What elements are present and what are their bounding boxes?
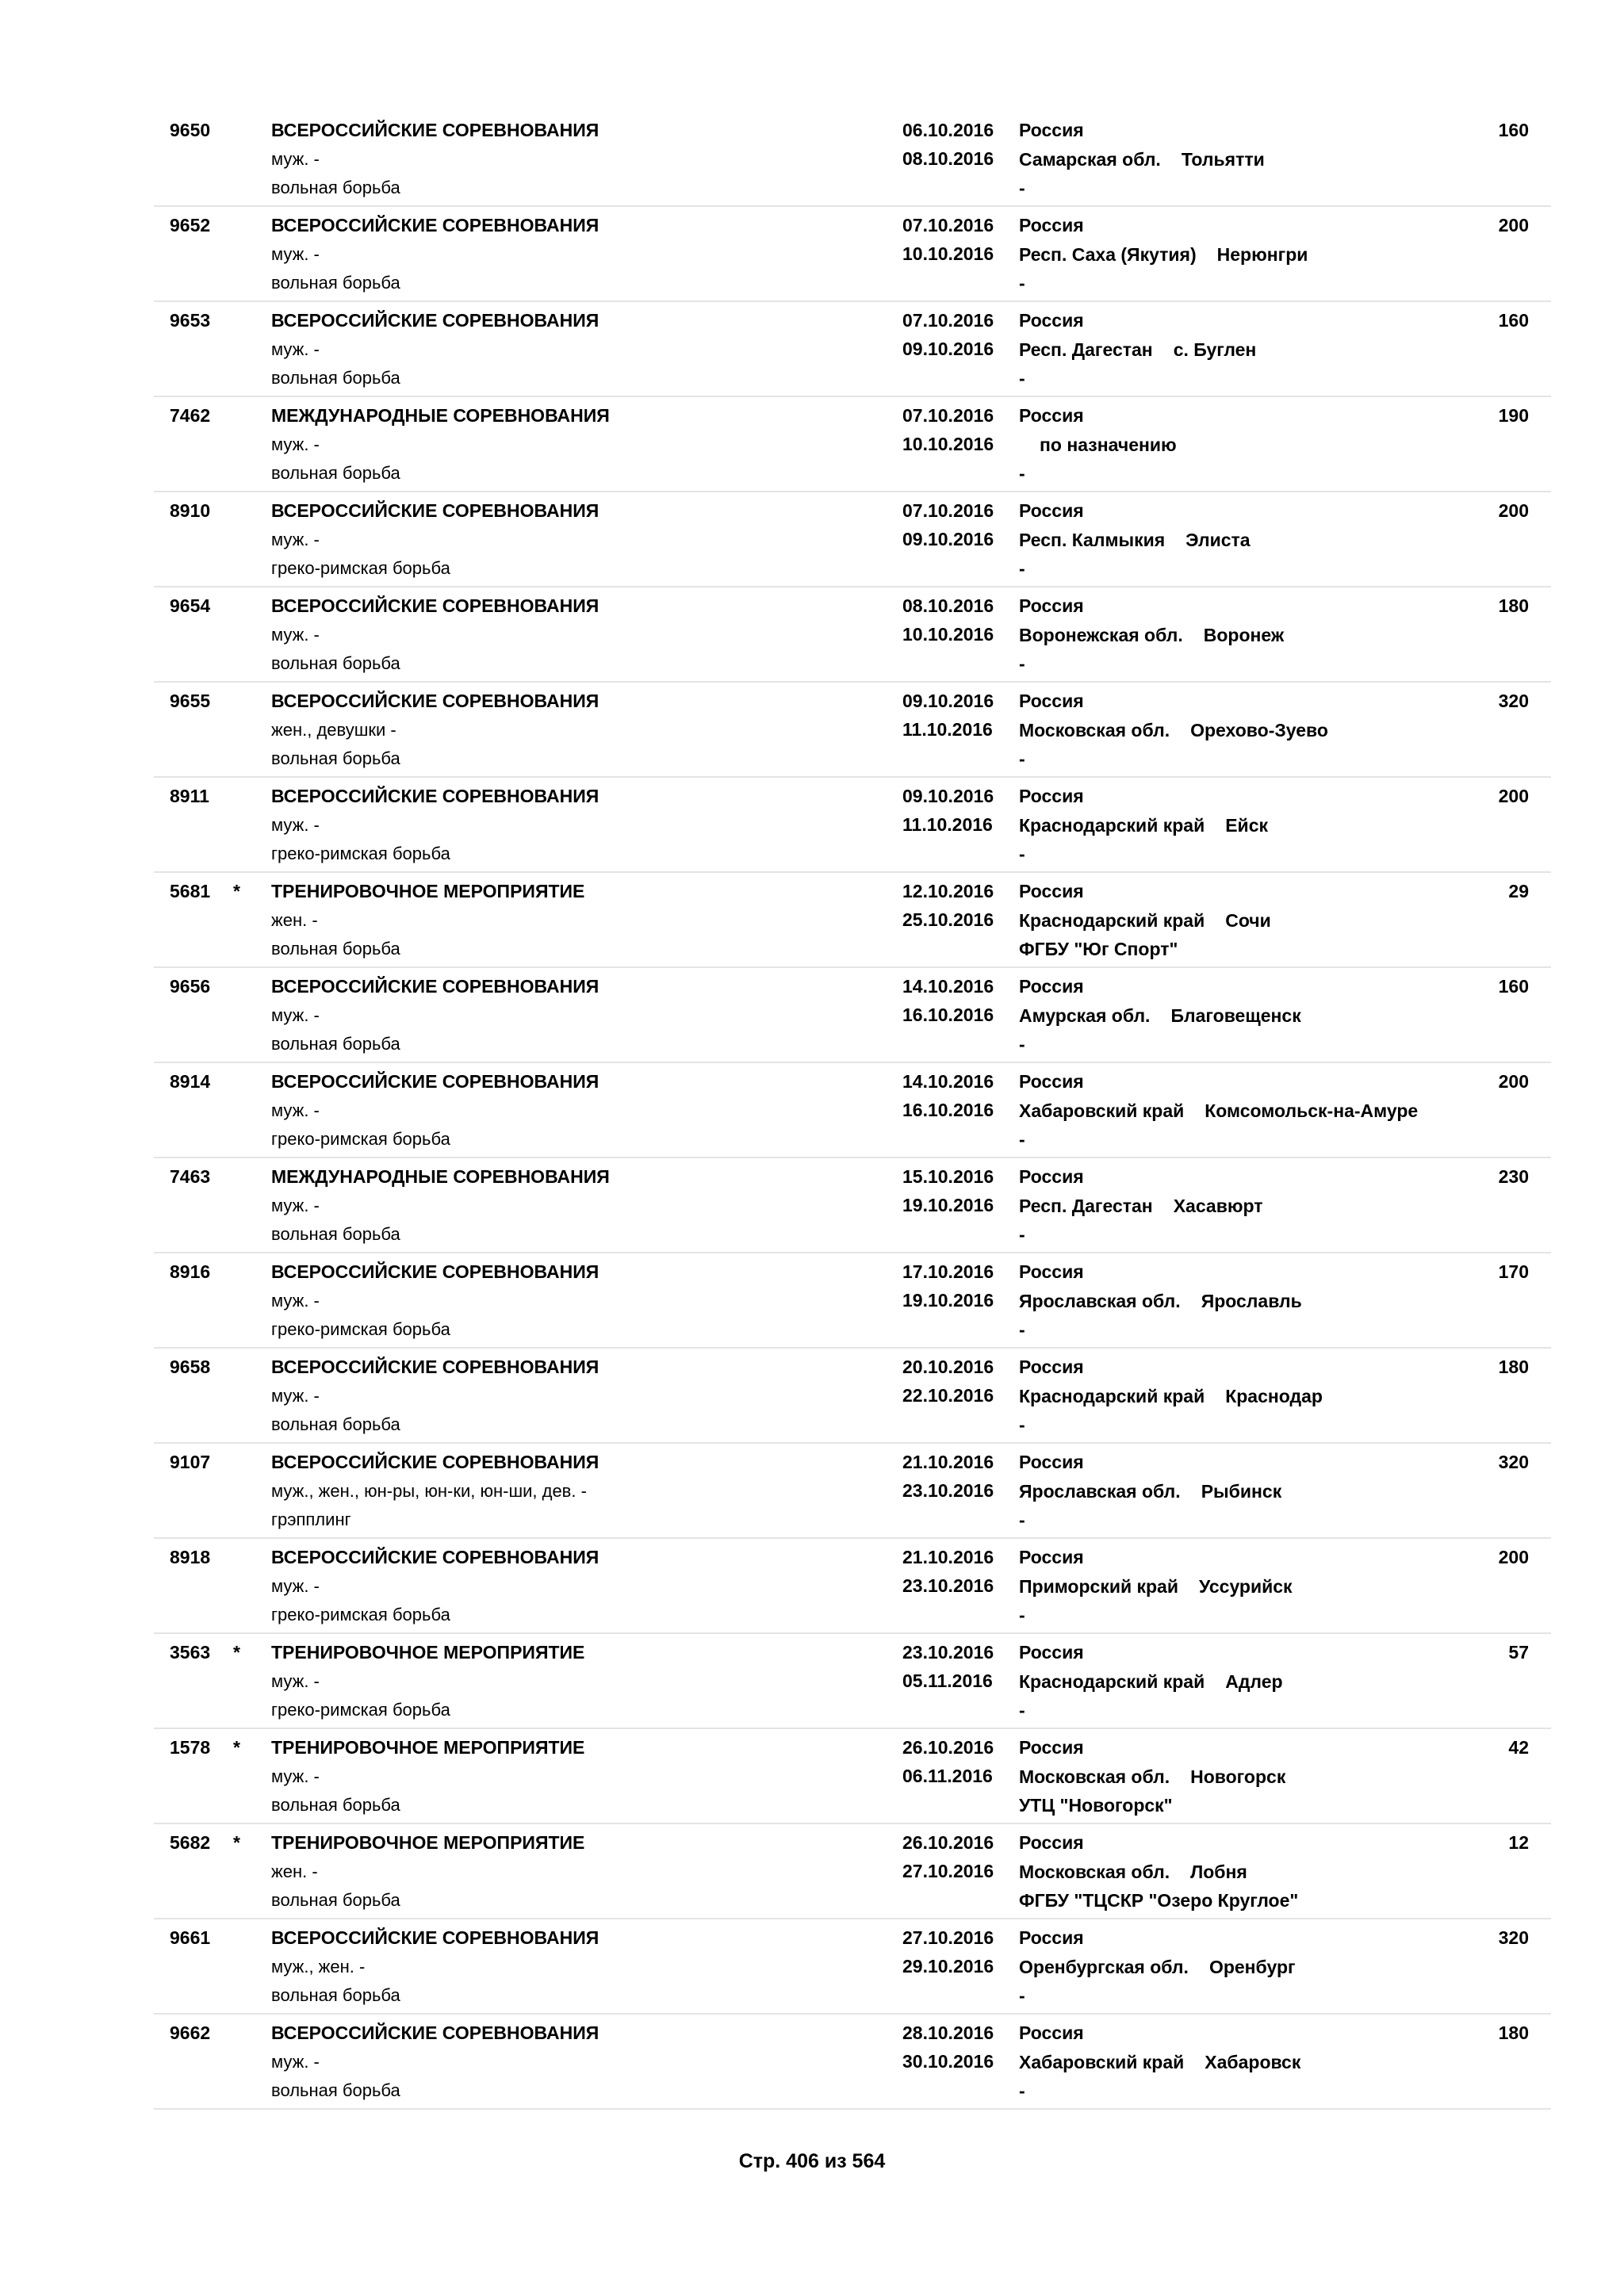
event-date-start: 21.10.2016 [902,1547,994,1567]
event-id: 1578 [170,1737,211,1758]
event-row [154,1729,1551,1824]
event-city: Новогорск [1190,1766,1286,1787]
event-region: Московская обл. [1019,1862,1170,1882]
event-discipline: вольная борьба [271,178,400,197]
event-participants: 12 [1508,1832,1529,1853]
event-date-end: 19.10.2016 [902,1290,994,1311]
event-participants: 320 [1498,1927,1529,1948]
event-country: Россия [1019,1547,1084,1567]
event-row [154,968,1551,1063]
event-row [154,1824,1551,1919]
event-venue: - [1019,463,1025,484]
event-id: 9661 [170,1927,211,1948]
event-category: муж. - [271,530,320,549]
event-participants: 180 [1498,1357,1529,1377]
event-date-start: 17.10.2016 [902,1261,994,1282]
event-id: 8916 [170,1261,211,1282]
event-row [154,302,1551,397]
event-date-end: 05.11.2016 [902,1670,993,1691]
event-region: Краснодарский край [1019,1386,1205,1406]
event-venue: - [1019,1985,1025,2006]
event-discipline: вольная борьба [271,939,400,959]
event-date-start: 14.10.2016 [902,976,994,997]
event-date-start: 12.10.2016 [902,881,994,901]
event-id: 9654 [170,595,211,616]
event-category: муж. - [271,1386,320,1406]
event-date-start: 27.10.2016 [902,1927,994,1948]
event-star-marker: * [233,881,240,901]
event-title: МЕЖДУНАРОДНЫЕ СОРЕВНОВАНИЯ [271,1166,610,1187]
event-participants: 29 [1508,881,1529,901]
event-id: 5682 [170,1832,211,1853]
event-location [1019,1957,1296,1978]
event-id: 5681 [170,881,211,901]
event-date-start: 07.10.2016 [902,500,994,521]
event-category: муж. - [271,1671,320,1691]
event-row [154,492,1551,587]
event-title: ТРЕНИРОВОЧНОЕ МЕРОПРИЯТИЕ [271,881,585,901]
event-date-start: 07.10.2016 [902,215,994,235]
event-discipline: вольная борьба [271,1224,400,1244]
event-title: ВСЕРОССИЙСКИЕ СОРЕВНОВАНИЯ [271,120,599,140]
event-region: Приморский край [1019,1576,1178,1597]
event-date-end: 29.10.2016 [902,1956,994,1976]
event-date-end: 19.10.2016 [902,1195,994,1215]
event-date-end: 16.10.2016 [902,1004,994,1025]
event-location [1019,815,1268,836]
event-city: Благовещенск [1170,1005,1301,1026]
event-participants: 200 [1498,1071,1529,1092]
event-discipline: грэпплинг [271,1510,351,1529]
event-country: Россия [1019,691,1084,711]
event-city: Комсомольск-на-Амуре [1205,1100,1419,1121]
event-city: Оренбург [1208,1957,1296,1977]
event-country: Россия [1019,2022,1084,2043]
event-venue: - [1019,653,1025,674]
event-title: ВСЕРОССИЙСКИЕ СОРЕВНОВАНИЯ [271,595,599,616]
event-category: муж. - [271,339,320,359]
page-number: Стр. 406 из 564 [738,2150,886,2172]
event-date-end: 10.10.2016 [902,624,994,645]
event-date-end: 22.10.2016 [902,1385,994,1406]
event-city: Ярославль [1201,1291,1302,1311]
event-country: Россия [1019,500,1084,521]
event-location [1019,1671,1283,1693]
event-category: муж. - [271,434,320,454]
event-country: Россия [1019,1452,1084,1472]
event-country: Россия [1019,1642,1084,1663]
event-id: 3563 [170,1642,211,1663]
event-date-end: 09.10.2016 [902,529,994,549]
event-participants: 170 [1498,1261,1529,1282]
event-date-end: 06.11.2016 [902,1766,993,1786]
event-location [1019,1005,1301,1027]
event-title: ВСЕРОССИЙСКИЕ СОРЕВНОВАНИЯ [271,1071,599,1092]
event-date-end: 27.10.2016 [902,1861,994,1881]
event-participants: 190 [1498,405,1529,426]
event-venue: - [1019,1319,1025,1340]
event-date-start: 07.10.2016 [902,405,994,426]
event-title: ВСЕРОССИЙСКИЕ СОРЕВНОВАНИЯ [271,2022,599,2043]
event-participants: 180 [1498,595,1529,616]
event-discipline: греко-римская борьба [271,844,450,863]
event-date-end: 23.10.2016 [902,1575,994,1596]
event-category: муж. - [271,1100,320,1120]
event-city: Орехово-Зуево [1190,720,1328,740]
event-venue: - [1019,1510,1025,1530]
event-region: Хабаровский край [1019,1100,1185,1121]
event-city: Сочи [1225,910,1271,931]
event-star-marker: * [233,1642,240,1663]
event-country: Россия [1019,1071,1084,1092]
event-venue: - [1019,1224,1025,1245]
event-country: Россия [1019,310,1084,331]
event-date-start: 06.10.2016 [902,120,994,140]
event-id: 9652 [170,215,211,235]
event-category: муж. - [271,1291,320,1311]
event-date-start: 26.10.2016 [902,1832,994,1853]
event-venue: - [1019,1605,1025,1625]
event-title: ВСЕРОССИЙСКИЕ СОРЕВНОВАНИЯ [271,1452,599,1472]
event-location [1019,1291,1302,1312]
event-id: 9107 [170,1452,211,1472]
event-category: муж. - [271,149,320,169]
event-row [154,1158,1551,1253]
event-region: Респ. Дагестан [1019,339,1153,360]
event-location [1019,1766,1285,1788]
event-category: муж. - [271,625,320,645]
event-participants: 230 [1498,1166,1529,1187]
event-discipline: греко-римская борьба [271,1319,450,1339]
event-country: Россия [1019,1737,1084,1758]
event-discipline: вольная борьба [271,1795,400,1815]
event-city: Адлер [1225,1671,1283,1692]
event-discipline: вольная борьба [271,1414,400,1434]
event-location [1019,244,1308,266]
event-region: Респ. Калмыкия [1019,530,1166,550]
event-row [154,587,1551,683]
event-date-start: 15.10.2016 [902,1166,994,1187]
event-participants: 180 [1498,2022,1529,2043]
event-date-end: 11.10.2016 [902,719,993,740]
event-country: Россия [1019,786,1084,806]
event-star-marker: * [233,1737,240,1758]
event-category: муж. - [271,1005,320,1025]
event-country: Россия [1019,1166,1084,1187]
event-location [1019,1481,1281,1502]
event-country: Россия [1019,976,1084,997]
event-country: Россия [1019,120,1084,140]
event-discipline: греко-римская борьба [271,1129,450,1149]
event-venue: ФГБУ "ТЦСКР "Озеро Круглое" [1019,1890,1299,1911]
event-date-end: 09.10.2016 [902,339,994,359]
event-city: Тольятти [1181,149,1265,170]
event-date-start: 09.10.2016 [902,691,994,711]
event-region: Респ. Саха (Якутия) [1019,244,1197,265]
event-title: ТРЕНИРОВОЧНОЕ МЕРОПРИЯТИЕ [271,1642,585,1663]
event-category: муж. - [271,2052,320,2072]
event-location [1019,1386,1323,1407]
event-id: 9655 [170,691,211,711]
event-location [1019,1100,1418,1122]
event-venue: - [1019,2080,1025,2101]
event-row [154,1634,1551,1729]
event-discipline: вольная борьба [271,1034,400,1054]
event-date-end: 10.10.2016 [902,434,994,454]
event-id: 9658 [170,1357,211,1377]
event-discipline: вольная борьба [271,653,400,673]
event-title: ТРЕНИРОВОЧНОЕ МЕРОПРИЯТИЕ [271,1832,585,1853]
event-category: муж. - [271,1196,320,1215]
event-participants: 320 [1498,1452,1529,1472]
event-title: ВСЕРОССИЙСКИЕ СОРЕВНОВАНИЯ [271,1927,599,1948]
event-country: Россия [1019,1357,1084,1377]
event-discipline: вольная борьба [271,1890,400,1910]
event-city: Элиста [1185,530,1251,550]
event-location [1019,910,1271,932]
event-discipline: вольная борьба [271,748,400,768]
event-participants: 57 [1508,1642,1529,1663]
event-title: ВСЕРОССИЙСКИЕ СОРЕВНОВАНИЯ [271,1547,599,1567]
event-region: Амурская обл. [1019,1005,1151,1026]
event-id: 9662 [170,2022,211,2043]
event-title: ТРЕНИРОВОЧНОЕ МЕРОПРИЯТИЕ [271,1737,585,1758]
event-discipline: вольная борьба [271,1985,400,2005]
event-id: 7463 [170,1166,211,1187]
event-venue: - [1019,748,1025,769]
event-row [154,112,1551,207]
event-location [1019,2052,1300,2073]
event-id: 8910 [170,500,211,521]
event-location [1019,1862,1247,1883]
event-location [1019,339,1256,361]
event-region: Ярославская обл. [1019,1291,1181,1311]
event-location [1019,149,1265,170]
event-category: муж. - [271,815,320,835]
event-date-end: 08.10.2016 [902,148,994,169]
event-city: Краснодар [1225,1386,1323,1406]
event-location [1019,530,1251,551]
event-participants: 200 [1498,215,1529,235]
event-title: ВСЕРОССИЙСКИЕ СОРЕВНОВАНИЯ [271,976,599,997]
event-venue: - [1019,1700,1025,1720]
event-city: по назначению [1040,434,1177,455]
event-category: жен. - [271,910,318,930]
event-category: муж. - [271,1576,320,1596]
event-discipline: греко-римская борьба [271,1605,450,1624]
event-row [154,778,1551,873]
event-date-start: 23.10.2016 [902,1642,994,1663]
event-region: Оренбургская обл. [1019,1957,1189,1977]
event-row [154,397,1551,492]
event-venue: - [1019,1414,1025,1435]
event-discipline: вольная борьба [271,2080,400,2100]
event-discipline: греко-римская борьба [271,558,450,578]
events-table [154,112,1551,2110]
event-discipline: греко-римская борьба [271,1700,450,1720]
event-date-start: 28.10.2016 [902,2022,994,2043]
event-title: МЕЖДУНАРОДНЫЕ СОРЕВНОВАНИЯ [271,405,610,426]
event-participants: 200 [1498,1547,1529,1567]
event-date-start: 07.10.2016 [902,310,994,331]
event-venue: - [1019,844,1025,864]
event-title: ВСЕРОССИЙСКИЕ СОРЕВНОВАНИЯ [271,786,599,806]
event-country: Россия [1019,595,1084,616]
event-country: Россия [1019,215,1084,235]
event-row [154,1063,1551,1158]
event-date-start: 14.10.2016 [902,1071,994,1092]
event-city: Воронеж [1203,625,1285,645]
event-country: Россия [1019,881,1084,901]
event-category: муж., жен. - [271,1957,366,1976]
event-venue: - [1019,1129,1025,1150]
event-city: Уссурийск [1199,1576,1293,1597]
event-participants: 320 [1498,691,1529,711]
event-venue: - [1019,558,1025,579]
event-location [1019,1576,1293,1598]
event-id: 7462 [170,405,211,426]
event-id: 8914 [170,1071,211,1092]
event-row [154,683,1551,778]
event-title: ВСЕРОССИЙСКИЕ СОРЕВНОВАНИЯ [271,691,599,711]
event-discipline: вольная борьба [271,368,400,388]
event-id: 8911 [170,786,209,806]
event-participants: 42 [1508,1737,1529,1758]
event-title: ВСЕРОССИЙСКИЕ СОРЕВНОВАНИЯ [271,500,599,521]
event-date-start: 21.10.2016 [902,1452,994,1472]
event-id: 9653 [170,310,211,331]
event-participants: 160 [1498,310,1529,331]
event-id: 9656 [170,976,211,997]
event-venue: - [1019,1034,1025,1054]
event-date-start: 20.10.2016 [902,1357,994,1377]
event-participants: 200 [1498,500,1529,521]
event-participants: 160 [1498,976,1529,997]
event-city: с. Буглен [1173,339,1257,360]
event-region: Ярославская обл. [1019,1481,1181,1502]
event-title: ВСЕРОССИЙСКИЕ СОРЕВНОВАНИЯ [271,1261,599,1282]
event-country: Россия [1019,1927,1084,1948]
event-id: 9650 [170,120,211,140]
event-location [1019,625,1284,646]
event-title: ВСЕРОССИЙСКИЕ СОРЕВНОВАНИЯ [271,215,599,235]
event-venue: - [1019,273,1025,293]
event-country: Россия [1019,1261,1084,1282]
event-id: 8918 [170,1547,211,1567]
event-date-end: 10.10.2016 [902,243,994,264]
event-venue: - [1019,178,1025,198]
event-participants: 200 [1498,786,1529,806]
event-city: Нерюнгри [1216,244,1308,265]
event-region: Краснодарский край [1019,1671,1205,1692]
event-row [154,1349,1551,1444]
event-region: Московская обл. [1019,1766,1170,1787]
event-date-start: 08.10.2016 [902,595,994,616]
event-participants: 160 [1498,120,1529,140]
event-row [154,207,1551,302]
event-city: Хасавюрт [1173,1196,1263,1216]
event-region: Самарская обл. [1019,149,1161,170]
event-region: Хабаровский край [1019,2052,1185,2072]
event-title: ВСЕРОССИЙСКИЕ СОРЕВНОВАНИЯ [271,310,599,331]
event-discipline: вольная борьба [271,273,400,293]
event-row [154,1444,1551,1539]
event-star-marker: * [233,1832,240,1853]
event-row [154,2015,1551,2110]
event-location [1019,1196,1263,1217]
event-discipline: вольная борьба [271,463,400,483]
event-venue: - [1019,368,1025,388]
event-category: жен., девушки - [271,720,396,740]
event-row [154,1253,1551,1349]
event-category: жен. - [271,1862,318,1881]
event-venue: ФГБУ "Юг Спорт" [1019,939,1178,959]
event-region: Респ. Дагестан [1019,1196,1153,1216]
event-row [154,1539,1551,1634]
event-date-end: 23.10.2016 [902,1480,994,1501]
event-date-start: 09.10.2016 [902,786,994,806]
event-region: Московская обл. [1019,720,1170,740]
event-row [154,873,1551,968]
event-category: муж., жен., юн-ры, юн-ки, юн-ши, дев. - [271,1481,587,1501]
event-country: Россия [1019,1832,1084,1853]
event-region: Краснодарский край [1019,910,1205,931]
event-date-end: 25.10.2016 [902,909,994,930]
event-city: Ейск [1225,815,1269,836]
event-date-end: 30.10.2016 [902,2051,994,2072]
event-region: Воронежская обл. [1019,625,1183,645]
event-location [1019,720,1328,741]
event-title: ВСЕРОССИЙСКИЕ СОРЕВНОВАНИЯ [271,1357,599,1377]
event-row [154,1919,1551,2015]
event-date-end: 16.10.2016 [902,1100,994,1120]
event-category: муж. - [271,244,320,264]
event-venue: УТЦ "Новогорск" [1019,1795,1173,1816]
event-city: Хабаровск [1205,2052,1301,2072]
event-city: Лобня [1190,1862,1247,1882]
event-region: Краснодарский край [1019,815,1205,836]
event-country: Россия [1019,405,1084,426]
event-date-start: 26.10.2016 [902,1737,994,1758]
event-location [1019,434,1177,456]
event-date-end: 11.10.2016 [902,814,993,835]
event-city: Рыбинск [1201,1481,1282,1502]
event-category: муж. - [271,1766,320,1786]
